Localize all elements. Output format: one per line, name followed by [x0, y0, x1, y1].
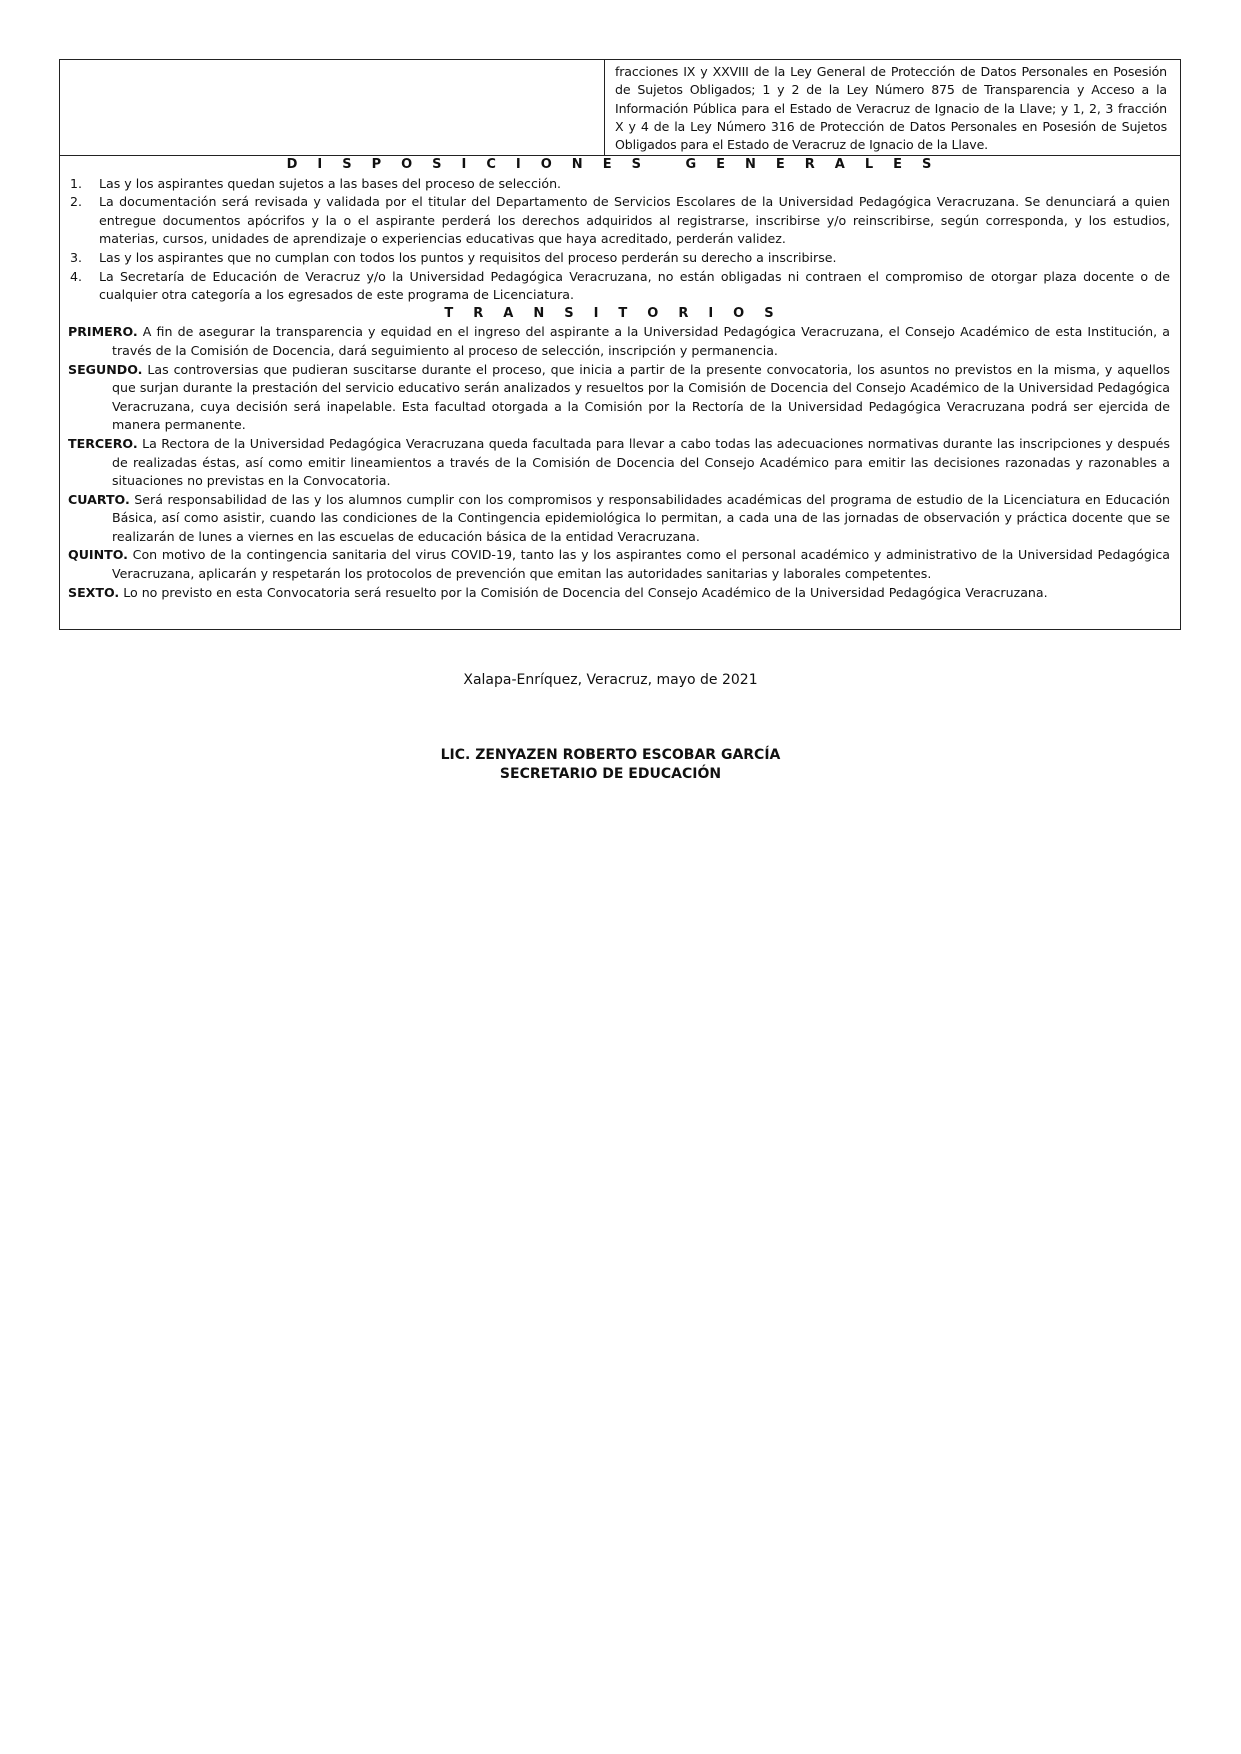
disposiciones-title: DISPOSICIONES GENERALES — [286, 157, 952, 172]
item-number: 1. — [70, 175, 83, 191]
item-text: La documentación será revisada y validada por el titular del Departamento de Servicios Escolares de la Universidad Pedagógica Veracruzana. Se denunciará a quien entregue documentos apócrifos y la o el aspirante perderá los derechos adquiridos al registrarse, inscribirse y/o reinscribirse, según corresponda, y los estudios, materias, cursos, unidades de aprendizaje o experiencias educativas que haya acreditado, perderán validez. — [99, 194, 1170, 247]
item-label: SEXTO. — [68, 584, 120, 600]
item-label: TERCERO. — [68, 435, 138, 451]
item-text: Será responsabilidad de las y los alumnos cumplir con los compromisos y responsabilidades académicas del programa de estudio de la Licenciatura en Educación Básica, así como asistir, cuando las condiciones de la Contingencia epidemiológica lo permitan, a cada una de las jornadas de observación y práctica docente que se realizarán de lunes a viernes en las escuelas de educación básica de la entidad Veracruzana. — [112, 491, 1170, 544]
document-frame — [59, 59, 1181, 630]
item-number: 2. — [70, 194, 83, 210]
item-label: SEGUNDO. — [68, 361, 143, 377]
signer-name: LIC. ZENYAZEN ROBERTO ESCOBAR GARCÍA — [440, 747, 781, 763]
item-text: Lo no previsto en esta Convocatoria será resuelto por la Comisión de Docencia del Consejo Académico de la Universidad Pedagógica Veracruzana. — [119, 584, 1048, 600]
disposiciones-list — [68, 175, 1170, 305]
transitorios-title: TRANSITORIOS — [444, 305, 794, 321]
signature-block — [0, 746, 1221, 784]
item-text: La Rectora de la Universidad Pedagógica Veracruzana queda facultada para llevar a cabo todas las adecuaciones normativas durante las inscripciones y después de realizadas éstas, así como emitir lineamientos a través de la Comisión de Docencia del Consejo Académico para emitir las decisiones razonadas y razonables a situaciones no previstas en la Convocatoria. — [112, 435, 1170, 489]
item-text: Las y los aspirantes que no cumplan con todos los puntos y requisitos del proceso perderán su derecho a inscribirse. — [99, 249, 837, 265]
item-number: 4. — [70, 268, 83, 284]
signer-title: SECRETARIO DE EDUCACIÓN — [499, 766, 722, 782]
legal-basis-row — [60, 60, 1180, 156]
item-label: CUARTO. — [68, 491, 130, 507]
transitorio-item — [68, 323, 1170, 360]
item-label: PRIMERO. — [68, 324, 138, 340]
transitorio-item — [68, 584, 1170, 603]
place-date: Xalapa-Enríquez, Veracruz, mayo de 2021 — [463, 672, 758, 688]
legal-basis-text: fracciones IX y XXVIII de la Ley General de Protección de Datos Personales en Posesión de Sujetos Obligados; 1 y 2 de la Ley Número 875 de Transparencia y Acceso a la Información Pública para el Estado de Veracruz de Ignacio de la Llave; y 1, 2, 3 fracción X y 4 de la Ley Número 316 de Protección de Datos Personales en Posesión de Sujetos Obligados para el Estado de Veracruz de Ignacio de la Llave. — [615, 64, 1167, 153]
item-text: Las y los aspirantes quedan sujetos a las bases del proceso de selección. — [99, 175, 562, 191]
item-text: Con motivo de la contingencia sanitaria del virus COVID-19, tanto las y los aspirantes como el personal académico y administrativo de la Universidad Pedagógica Veracruzana, aplicarán y respetarán los protocolos de prevención que emitan las autoridades sanitarias y laborales competentes. — [112, 547, 1170, 582]
transitorio-item — [68, 435, 1170, 491]
transitorios-list — [68, 323, 1170, 602]
transitorio-item — [68, 546, 1170, 583]
transitorio-item — [68, 491, 1170, 547]
empty-cell — [60, 60, 605, 155]
item-text: La Secretaría de Educación de Veracruz y/o la Universidad Pedagógica Veracruzana, no están obligadas ni contraen el compromiso de otorgar plaza docente o de cualquier otra categoría a los egresados de este programa de Licenciatura. — [99, 268, 1170, 303]
document-body — [60, 156, 1180, 602]
disposicion-item — [68, 268, 1170, 305]
item-text: Las controversias que pudieran suscitarse durante el proceso, que inicia a partir de la presente convocatoria, los asuntos no previstos en la misma, y aquellos que surjan durante la prestación del servicio educativo serán analizados y resueltos por la Comisión de Docencia del Consejo Académico de la Universidad Pedagógica Veracruzana, cuya decisión será inapelable. Esta facultad otorgada a la Comisión por la Rectoría de la Universidad Pedagógica Veracruzana podrá ser ejercida de manera permanente. — [112, 361, 1170, 433]
disposicion-item — [68, 175, 1170, 194]
disposicion-item — [68, 249, 1170, 268]
item-label: QUINTO. — [68, 547, 128, 563]
item-number: 3. — [70, 249, 83, 265]
item-text: A fin de asegurar la transparencia y equidad en el ingreso del aspirante a la Universidad Pedagógica Veracruzana, el Consejo Académico de esta Institución, a través de la Comisión de Docencia, dará seguimiento al proceso de selección, inscripción y permanencia. — [112, 324, 1170, 358]
transitorio-item — [68, 361, 1170, 435]
disposicion-item — [68, 193, 1170, 249]
